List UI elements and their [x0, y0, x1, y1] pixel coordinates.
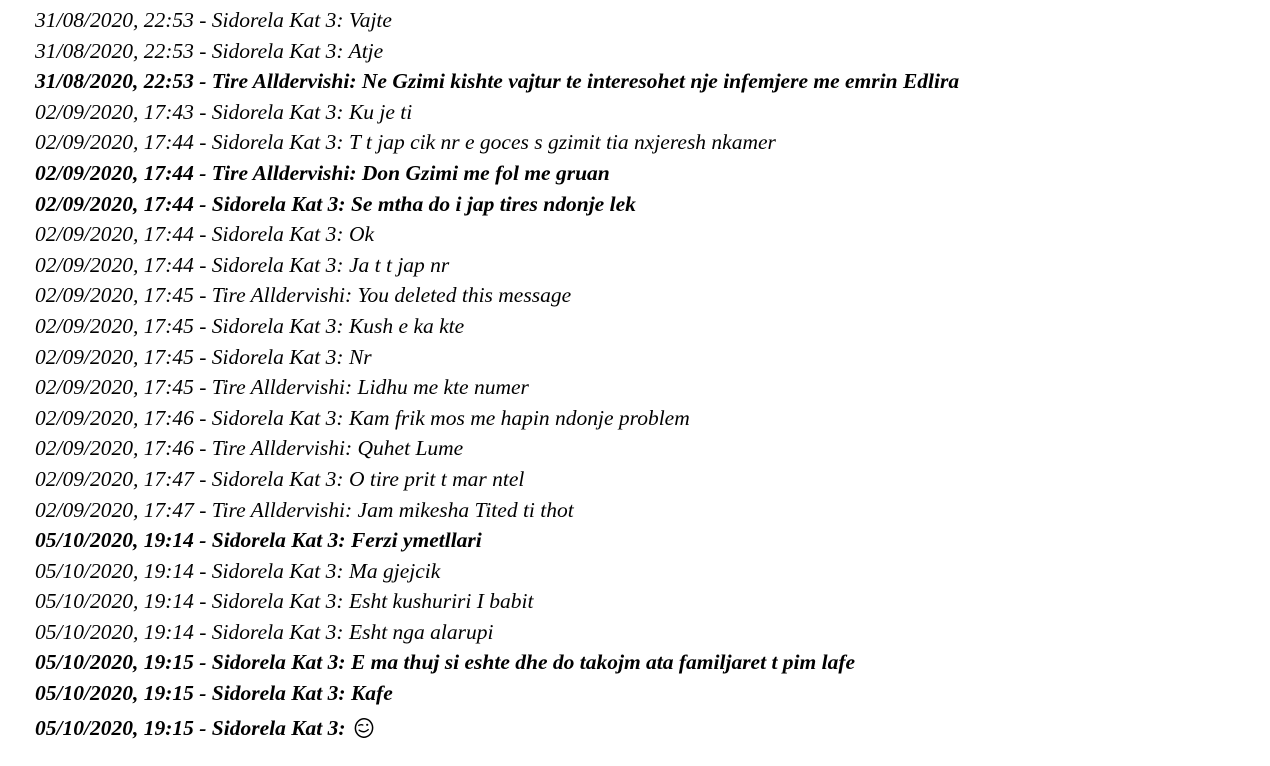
- sender-separator: :: [336, 130, 349, 155]
- message-sender: Sidorela Kat 3: [211, 405, 337, 430]
- sender-separator: :: [336, 252, 349, 277]
- sender-separator: :: [336, 8, 349, 32]
- message-datetime: 02/09/2020, 17:44: [35, 252, 194, 277]
- chat-line: [35, 464, 1270, 495]
- chat-line: [35, 342, 1270, 373]
- message-sender: Sidorela Kat 3: [211, 589, 337, 614]
- message-sender: Sidorela Kat 3: [211, 650, 339, 675]
- message-text: Kam frik mos me hapin ndonje problem: [348, 405, 690, 430]
- chat-line: [35, 158, 1270, 189]
- message-sender: Sidorela Kat 3: [211, 8, 337, 32]
- chat-line: [35, 525, 1270, 556]
- message-sender: Sidorela Kat 3: [211, 99, 337, 124]
- message-text: Esht nga alarupi: [348, 619, 494, 644]
- sender-separator: :: [336, 99, 349, 124]
- message-datetime: 02/09/2020, 17:44: [35, 160, 194, 185]
- sender-separator: :: [336, 38, 349, 63]
- message-sender: Sidorela Kat 3: [211, 252, 337, 277]
- datetime-separator: -: [193, 160, 212, 185]
- message-datetime: 05/10/2020, 19:14: [35, 619, 194, 644]
- sender-separator: :: [344, 283, 358, 308]
- datetime-separator: -: [193, 405, 212, 430]
- message-datetime: 02/09/2020, 17:45: [35, 344, 194, 369]
- message-datetime: 05/10/2020, 19:15: [35, 715, 194, 740]
- message-sender: Sidorela Kat 3: [211, 681, 339, 706]
- message-sender: Sidorela Kat 3: [211, 191, 339, 216]
- message-text: T t jap cik nr e goces s gzimit tia nxjeresh nkamer: [348, 130, 776, 155]
- chat-line: [35, 127, 1270, 158]
- message-datetime: 05/10/2020, 19:14: [35, 589, 194, 614]
- message-datetime: 31/08/2020, 22:53: [35, 38, 194, 63]
- chat-line: [35, 713, 1270, 744]
- datetime-separator: -: [193, 313, 212, 338]
- sender-separator: :: [336, 558, 349, 583]
- message-datetime: 02/09/2020, 17:43: [35, 99, 194, 124]
- chat-line: [35, 372, 1270, 403]
- chat-line: [35, 433, 1270, 464]
- message-sender: Tire Alldervishi: [211, 283, 345, 308]
- message-datetime: 02/09/2020, 17:45: [35, 313, 194, 338]
- datetime-separator: -: [193, 619, 212, 644]
- message-datetime: 05/10/2020, 19:15: [35, 681, 194, 706]
- message-text: Ok: [348, 222, 375, 247]
- chat-line: [35, 97, 1270, 128]
- message-sender: Sidorela Kat 3: [211, 619, 337, 644]
- sender-separator: :: [336, 222, 349, 247]
- datetime-separator: -: [193, 650, 212, 675]
- message-sender: Tire Alldervishi: [211, 497, 345, 522]
- chat-line: [35, 311, 1270, 342]
- datetime-separator: -: [193, 558, 212, 583]
- message-text: Kafe: [350, 681, 393, 706]
- message-datetime: 02/09/2020, 17:44: [35, 130, 194, 155]
- message-text: Kush e ka kte: [348, 313, 465, 338]
- datetime-separator: -: [193, 99, 212, 124]
- datetime-separator: -: [193, 8, 212, 32]
- message-sender: Sidorela Kat 3: [211, 715, 339, 740]
- message-text: Ne Gzimi kishte vajtur te interesohet nje infemjere me emrin Edlira: [361, 69, 960, 94]
- datetime-separator: -: [193, 528, 212, 553]
- chat-line: [35, 219, 1270, 250]
- message-datetime: 02/09/2020, 17:44: [35, 191, 194, 216]
- chat-line: [35, 403, 1270, 434]
- message-sender: Sidorela Kat 3: [211, 558, 337, 583]
- chat-line: [35, 678, 1270, 709]
- message-text: Esht kushuriri I babit: [348, 589, 534, 614]
- sender-separator: :: [336, 589, 349, 614]
- chat-line: [35, 556, 1270, 587]
- message-datetime: 02/09/2020, 17:46: [35, 405, 194, 430]
- sender-separator: :: [336, 313, 349, 338]
- message-sender: Sidorela Kat 3: [211, 344, 337, 369]
- message-sender: Tire Alldervishi: [211, 375, 345, 400]
- message-text: Ma gjejcik: [348, 558, 441, 583]
- sender-separator: :: [336, 344, 349, 369]
- message-text: O tire prit t mar ntel: [348, 466, 525, 491]
- sender-separator: :: [336, 405, 349, 430]
- message-datetime: 05/10/2020, 19:14: [35, 558, 194, 583]
- datetime-separator: -: [193, 344, 212, 369]
- chat-line: [35, 66, 1270, 97]
- message-datetime: 05/10/2020, 19:15: [35, 650, 194, 675]
- message-text: Ku je ti: [348, 99, 413, 124]
- message-text: Ferzi ymetllari: [350, 528, 482, 553]
- datetime-separator: -: [193, 252, 212, 277]
- message-sender: Sidorela Kat 3: [211, 130, 337, 155]
- message-sender: Sidorela Kat 3: [211, 38, 337, 63]
- message-datetime: 02/09/2020, 17:46: [35, 436, 194, 461]
- chat-line: [35, 647, 1270, 678]
- chat-line: [35, 189, 1270, 220]
- chat-line: [35, 250, 1270, 281]
- message-text: Ja t t jap nr: [348, 252, 450, 277]
- datetime-separator: -: [193, 283, 212, 308]
- message-text: Atje: [348, 38, 384, 63]
- datetime-separator: -: [193, 222, 212, 247]
- sender-separator: :: [338, 191, 351, 216]
- message-text: Quhet Lume: [357, 436, 464, 461]
- message-datetime: 02/09/2020, 17:44: [35, 222, 194, 247]
- message-datetime: 31/08/2020, 22:53: [35, 8, 194, 32]
- message-text: E ma thuj si eshte dhe do takojm ata familjaret t pim lafe: [350, 650, 856, 675]
- message-sender: Sidorela Kat 3: [211, 528, 339, 553]
- datetime-separator: -: [193, 130, 212, 155]
- datetime-separator: -: [193, 589, 212, 614]
- sender-separator: :: [338, 528, 351, 553]
- message-text: Vajte: [348, 8, 392, 32]
- message-sender: Tire Alldervishi: [211, 160, 350, 185]
- sender-separator: :: [338, 681, 351, 706]
- sender-separator: :: [344, 375, 358, 400]
- message-datetime: 02/09/2020, 17:45: [35, 283, 194, 308]
- message-text: Se mtha do i jap tires ndonje lek: [350, 191, 636, 216]
- sender-separator: :: [336, 466, 349, 491]
- chat-line: [35, 5, 1270, 36]
- datetime-separator: -: [193, 715, 212, 740]
- datetime-separator: -: [193, 497, 212, 522]
- message-text: You deleted this message: [357, 283, 572, 308]
- message-sender: Tire Alldervishi: [211, 436, 345, 461]
- sender-separator: :: [338, 715, 351, 740]
- message-datetime: 05/10/2020, 19:14: [35, 528, 194, 553]
- chat-line: [35, 36, 1270, 67]
- chat-line: [35, 586, 1270, 617]
- message-datetime: 31/08/2020, 22:53: [35, 69, 194, 94]
- datetime-separator: -: [193, 375, 212, 400]
- message-sender: Sidorela Kat 3: [211, 222, 337, 247]
- chat-line: [35, 617, 1270, 648]
- sender-separator: :: [338, 650, 351, 675]
- message-text: Don Gzimi me fol me gruan: [361, 160, 610, 185]
- message-sender: Sidorela Kat 3: [211, 313, 337, 338]
- datetime-separator: -: [193, 69, 212, 94]
- message-sender: Sidorela Kat 3: [211, 466, 337, 491]
- sender-separator: :: [344, 436, 358, 461]
- message-text: Lidhu me kte numer: [357, 375, 529, 400]
- message-datetime: 02/09/2020, 17:45: [35, 375, 194, 400]
- datetime-separator: -: [193, 436, 212, 461]
- chat-line: [35, 280, 1270, 311]
- message-datetime: 02/09/2020, 17:47: [35, 466, 194, 491]
- message-text: Nr: [348, 344, 372, 369]
- datetime-separator: -: [193, 466, 212, 491]
- sender-separator: :: [336, 619, 349, 644]
- message-sender: Tire Alldervishi: [211, 69, 350, 94]
- datetime-separator: -: [193, 191, 212, 216]
- sender-separator: :: [349, 160, 362, 185]
- datetime-separator: -: [193, 681, 212, 706]
- chat-line: [35, 495, 1270, 526]
- sender-separator: :: [344, 497, 358, 522]
- message-datetime: 02/09/2020, 17:47: [35, 497, 194, 522]
- sender-separator: :: [349, 69, 362, 94]
- message-text: Jam mikesha Tited ti thot: [357, 497, 574, 522]
- datetime-separator: -: [193, 38, 212, 63]
- wink-smiley-icon: [353, 717, 375, 739]
